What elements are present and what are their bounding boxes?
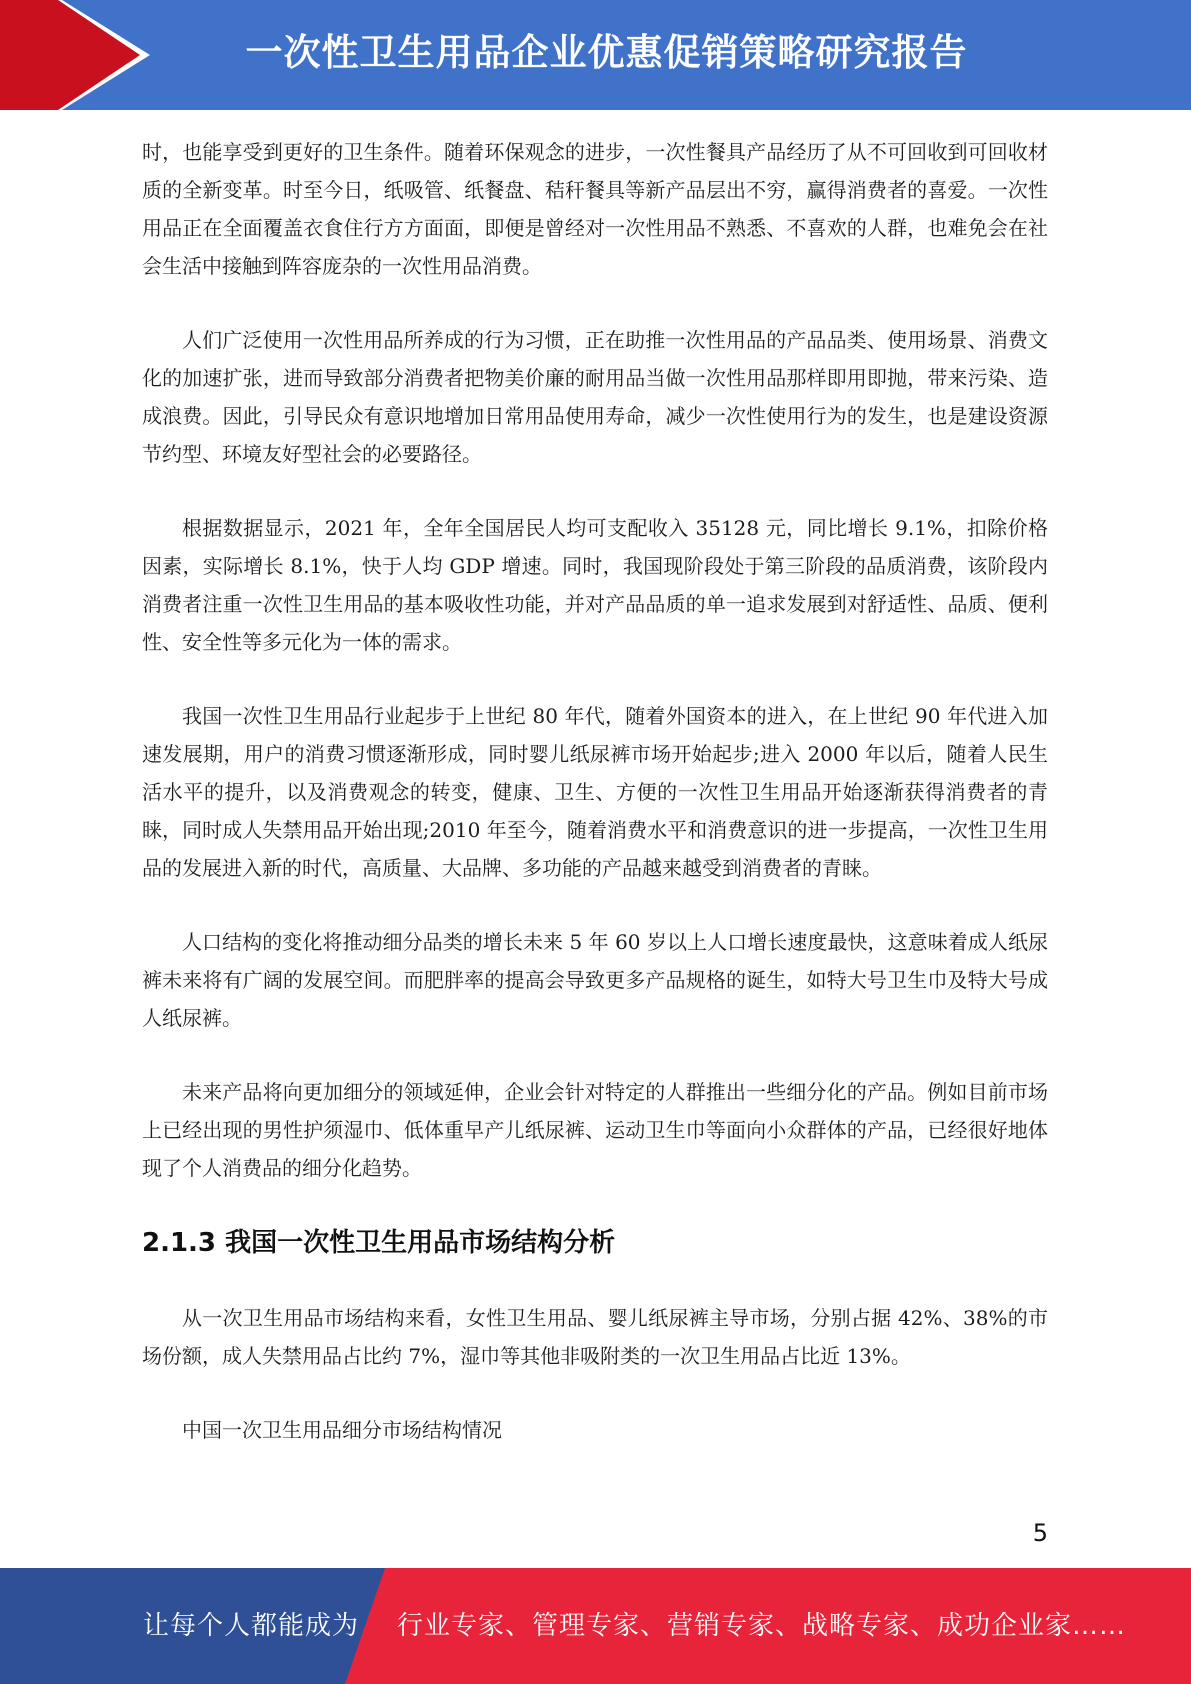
paragraph: 未来产品将向更加细分的领域延伸，企业会针对特定的人群推出一些细分化的产品。例如目前市场上已经出现的男性护须湿巾、低体重早产儿纸尿裤、运动卫生巾等面向小众群体的产品，已经很好地体现了个人消费品的细分化趋势。 <box>142 1080 1048 1180</box>
paragraph: 我国一次性卫生用品行业起步于上世纪 80 年代，随着外国资本的进入，在上世纪 90 年代进入加速发展期，用户的消费习惯逐渐形成，同时婴儿纸尿裤市场开始起步;进入 2000 年以后，随着人民生活水平的提升，以及消费观念的转变，健康、卫生、方便的一次性卫生用品开始逐渐获得消费者的青睐，同时成人失禁用品开始出现;2010 年至今，随着消费水平和消费意识的进一步提高，一次性卫生用品的发展进入新的时代，高质量、大品牌、多功能的产品越来越受到消费者的青睐。 <box>142 704 1048 880</box>
paragraph: 根据数据显示，2021 年，全年全国居民人均可支配收入 35128 元，同比增长 9.1%，扣除价格因素，实际增长 8.1%，快于人均 GDP 增速。同时，我国现阶段处于第三阶段的品质消费，该阶段内消费者注重一次性卫生用品的基本吸收性功能，并对产品品质的单一追求发展到对舒适性、品质、便利性、安全性等多元化为一体的需求。 <box>142 516 1048 654</box>
section-heading: 2.1.3 我国一次性卫生用品市场结构分析 <box>142 1228 616 1258</box>
figure-caption: 中国一次卫生用品细分市场结构情况 <box>182 1418 502 1442</box>
paragraph: 人们广泛使用一次性用品所养成的行为习惯，正在助推一次性用品的产品品类、使用场景、消费文化的加速扩张，进而导致部分消费者把物美价廉的耐用品当做一次性用品那样即用即抛，带来污染、造成浪费。因此，引导民众有意识地增加日常用品使用寿命，减少一次性使用行为的发生，也是建设资源节约型、环境友好型社会的必要路径。 <box>142 328 1048 466</box>
footer-banner <box>0 1568 1191 1684</box>
paragraph: 时，也能享受到更好的卫生条件。随着环保观念的进步，一次性餐具产品经历了从不可回收到可回收材质的全新变革。时至今日，纸吸管、纸餐盘、秸秆餐具等新产品层出不穷，赢得消费者的喜爱。一次性用品正在全面覆盖衣食住行方方面面，即便是曾经对一次性用品不熟悉、不喜欢的人群，也难免会在社会生活中接触到阵容庞杂的一次性用品消费。 <box>142 140 1048 278</box>
section-paragraph: 从一次卫生用品市场结构来看，女性卫生用品、婴儿纸尿裤主导市场，分别占据 42%、38%的市场份额，成人失禁用品占比约 7%，湿巾等其他非吸附类的一次卫生用品占比近 13%。 <box>142 1306 1048 1368</box>
paragraph: 人口结构的变化将推动细分品类的增长未来 5 年 60 岁以上人口增长速度最快，这意味着成人纸尿裤未来将有广阔的发展空间。而肥胖率的提高会导致更多产品规格的诞生，如特大号卫生巾及特大号成人纸尿裤。 <box>142 930 1048 1030</box>
footer-slogan-left: 让每个人都能成为 <box>143 1611 360 1641</box>
main-content <box>142 133 1048 1485</box>
footer-slogan-right: 行业专家、管理专家、营销专家、战略专家、成功企业家…… <box>397 1611 1127 1641</box>
document-title: 一次性卫生用品企业优惠促销策略研究报告 <box>245 31 968 74</box>
header-banner <box>0 0 1191 110</box>
page-number: 5 <box>1032 1519 1048 1547</box>
